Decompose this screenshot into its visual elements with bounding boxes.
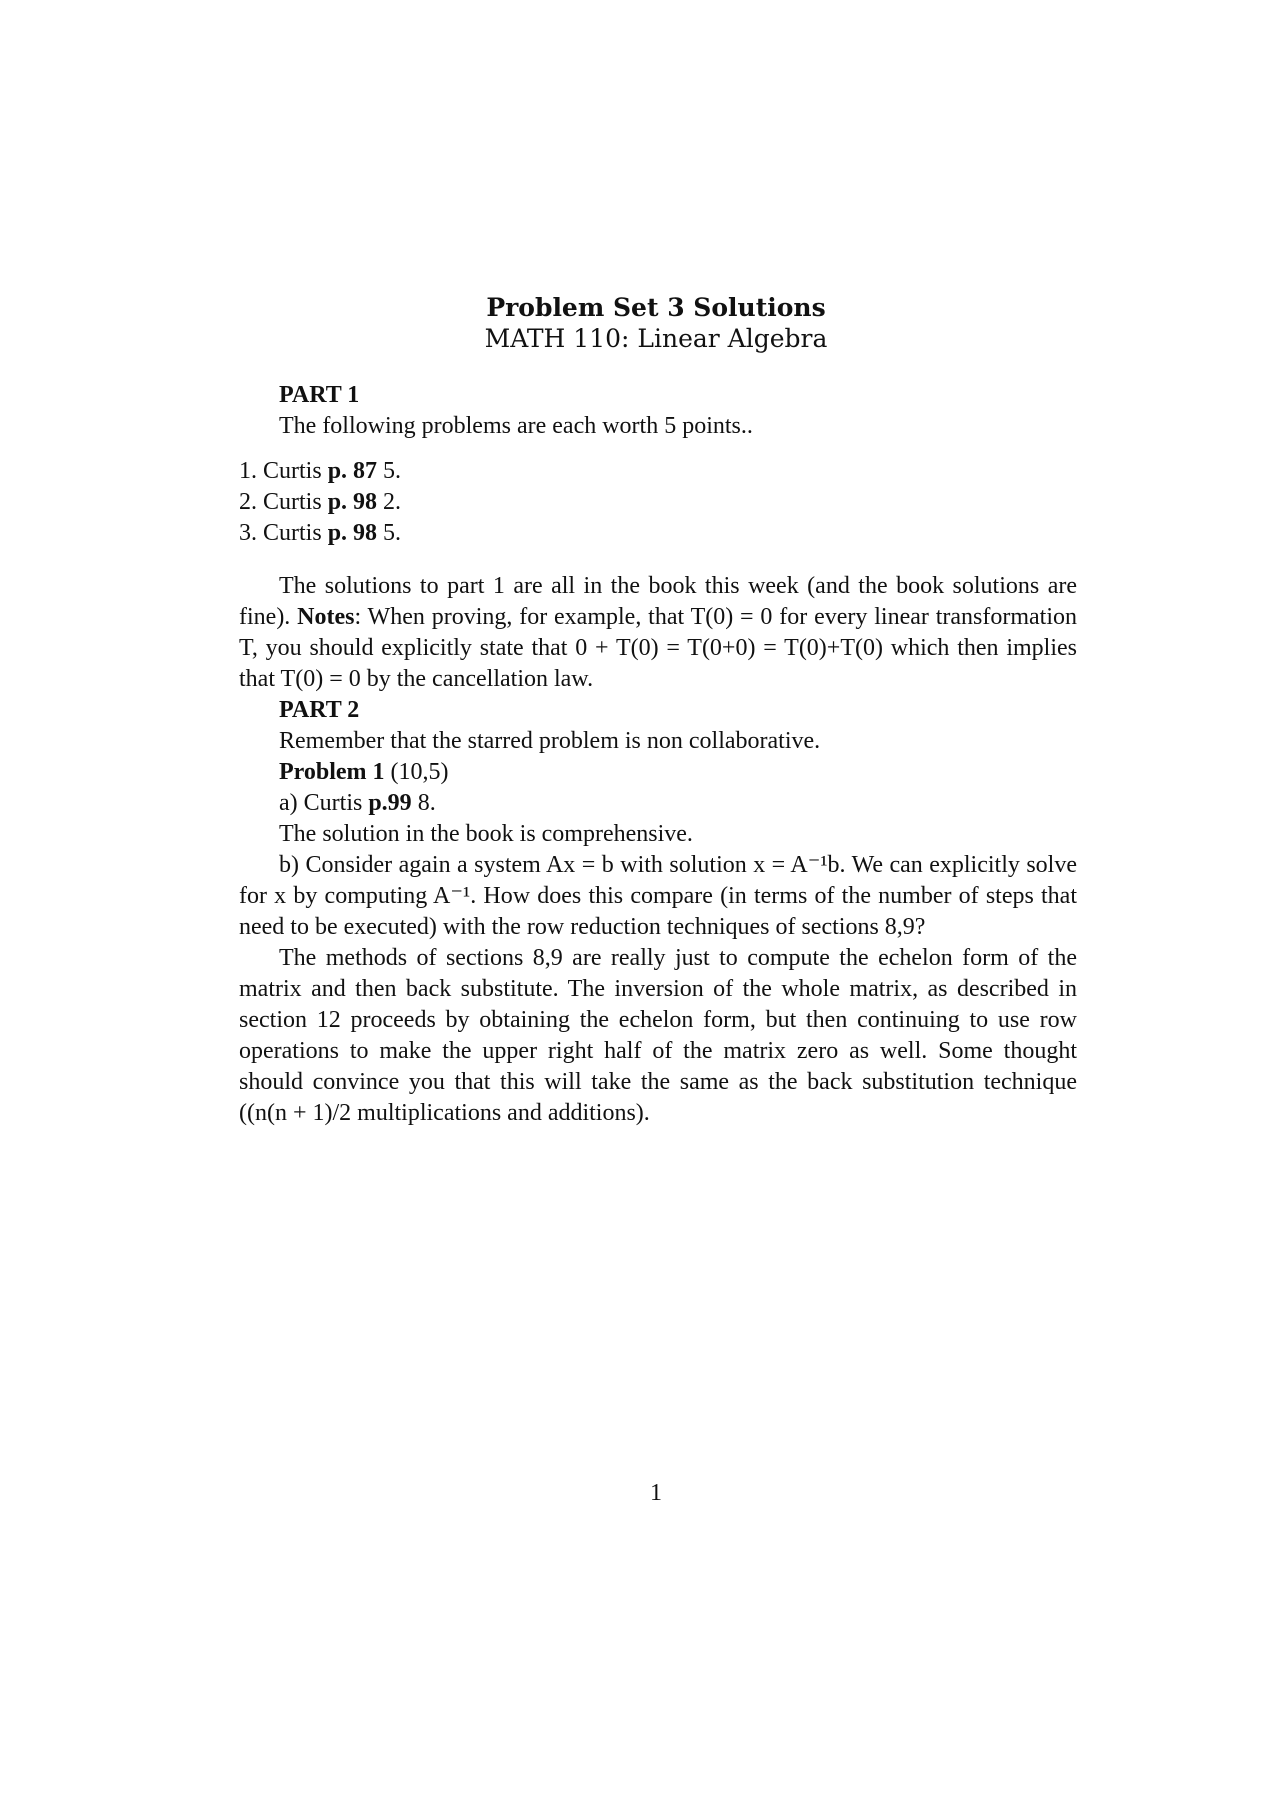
course-subtitle: MATH 110: Linear Algebra: [484, 324, 828, 353]
document-header: [0, 292, 1280, 354]
problem1a-question: a) Curtis p.99 8.: [279, 790, 436, 816]
page-number: 1: [650, 1480, 662, 1506]
problem1-heading: Problem 1 (10,5): [279, 759, 449, 785]
part2-heading: PART 2: [279, 697, 360, 723]
problem1b-answer: The methods of sections 8,9 are really just to compute the echelon form of the matrix and then back substitute. The inversion of the whole matrix, as described in section 12 proceeds by obtaining the echelon form, but then continuing to use row operations to make the upper right half of the matrix zero as well. Some thought should convince you that this will take the same as the back substitution technique ((n(n + 1)/2 multiplications and additions).: [239, 945, 1077, 1126]
part1-solutions-paragraph: The solutions to part 1 are all in the book this week (and the book solutions are fine). Notes: When proving, for example, that T(0) = 0 for every linear transformation T, you should explicitly state that 0 + T(0) = T(0+0) = T(0)+T(0) which then implies that T(0) = 0 by the cancellation law.: [239, 573, 1077, 692]
part1-heading: PART 1: [279, 382, 360, 408]
problem1a-solution: The solution in the book is comprehensive.: [279, 821, 693, 847]
problem1b-question: b) Consider again a system Ax = b with solution x = A⁻¹b. We can explicitly solve for x by computing A⁻¹. How does this compare (in terms of the number of steps that need to be executed) with the row reduction techniques of sections 8,9?: [239, 852, 1077, 940]
list-item: 2. Curtis p. 98 2.: [239, 489, 402, 515]
part2-intro: Remember that the starred problem is non collaborative.: [279, 728, 821, 754]
document-body: [239, 380, 1077, 1129]
problem-list: [239, 456, 1077, 549]
list-item: 3. Curtis p. 98 5.: [239, 520, 402, 546]
part1-intro: The following problems are each worth 5 points..: [279, 413, 753, 439]
document-title: Problem Set 3 Solutions: [486, 293, 826, 322]
list-item: 1. Curtis p. 87 5.: [239, 458, 402, 484]
